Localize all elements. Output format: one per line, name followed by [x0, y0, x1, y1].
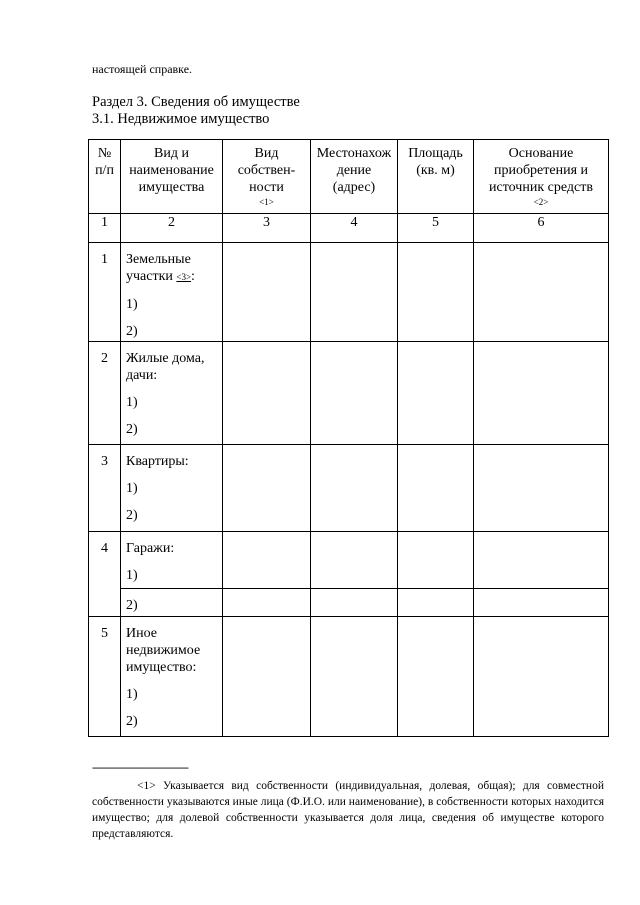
row-name: Гаражи: [126, 541, 175, 556]
row-item: 1) [126, 395, 138, 410]
empty-cell [311, 532, 398, 589]
header-line: источник средств [489, 180, 593, 195]
row-name-cell [121, 243, 223, 342]
header-line: (кв. м) [416, 163, 455, 178]
row-name: недвижимое [126, 643, 201, 658]
header-line: Местонахож [316, 146, 392, 161]
empty-cell [311, 617, 398, 737]
row-name-cell [121, 445, 223, 532]
row-item: 1) [126, 297, 138, 312]
table-row [89, 532, 609, 589]
table-body [89, 243, 609, 737]
header-cell [89, 140, 121, 214]
header-note: <2> [533, 197, 549, 207]
header-line: имущества [138, 180, 205, 195]
header-line: дение [336, 163, 372, 178]
table-row [89, 342, 609, 445]
row-item: 1) [126, 481, 138, 496]
header-line: № [97, 146, 112, 161]
column-number-row [89, 214, 609, 243]
row-number: 4 [89, 532, 121, 617]
header-line: наименование [129, 163, 214, 178]
header-cell [223, 140, 311, 214]
empty-cell [474, 589, 609, 617]
row-name-wrap [126, 453, 218, 470]
row-name-cell [121, 617, 223, 737]
row-item: 2) [126, 324, 138, 339]
subsection-title: 3.1. Недвижимое имущество [92, 111, 270, 127]
column-number-cell: 5 [398, 214, 474, 243]
header-line: Вид [254, 146, 279, 161]
row-name: Земельные [126, 252, 191, 267]
row-item: 2) [126, 714, 138, 729]
footnote-separator: -------------------------------- [92, 760, 188, 774]
empty-cell [398, 617, 474, 737]
column-number-cell: 6 [474, 214, 609, 243]
section-heading [92, 94, 300, 128]
header-line: п/п [95, 163, 114, 178]
row-number: 1 [89, 243, 121, 342]
empty-cell [311, 342, 398, 445]
empty-cell [474, 532, 609, 589]
header-line: Площадь [408, 146, 463, 161]
row-name-wrap [126, 350, 218, 384]
row-name: участки <3>: [126, 269, 195, 284]
table-row [89, 445, 609, 532]
empty-cell [311, 445, 398, 532]
row-item: 2) [126, 598, 138, 613]
row-name-cell [121, 342, 223, 445]
row-number: 2 [89, 342, 121, 445]
empty-cell [311, 589, 398, 617]
row-item: 1) [126, 568, 138, 583]
row-name-suffix: : [191, 269, 195, 284]
row-name-cell [121, 532, 223, 589]
header-line: приобретения и [493, 163, 589, 178]
empty-cell [398, 243, 474, 342]
column-number-cell: 1 [89, 214, 121, 243]
row-item: 1) [126, 687, 138, 702]
row-item: 2) [126, 422, 138, 437]
table-row [89, 589, 609, 617]
column-number-cell: 3 [223, 214, 311, 243]
column-number-cell: 4 [311, 214, 398, 243]
row-number: 3 [89, 445, 121, 532]
header-line: собствен- [237, 163, 296, 178]
row-name: Иное [126, 626, 157, 641]
empty-cell [474, 342, 609, 445]
row-name: дачи: [126, 368, 158, 383]
row-name-wrap [126, 625, 218, 676]
empty-cell [474, 243, 609, 342]
footnote-reference: <3> [176, 272, 192, 282]
table-row [89, 617, 609, 737]
header-line: (адрес) [332, 180, 376, 195]
row-name-wrap [126, 251, 218, 286]
header-line: Вид и [154, 146, 189, 161]
empty-cell [398, 342, 474, 445]
real-estate-table [88, 139, 609, 737]
empty-cell [223, 243, 311, 342]
empty-cell [474, 617, 609, 737]
empty-cell [223, 342, 311, 445]
empty-cell [223, 532, 311, 589]
empty-cell [398, 445, 474, 532]
section-title: Раздел 3. Сведения об имуществе [92, 94, 300, 110]
table-row [89, 243, 609, 342]
header-line: Основание [508, 146, 574, 161]
header-cell [398, 140, 474, 214]
header-cell [121, 140, 223, 214]
row-name: имущество: [126, 660, 197, 675]
row-item: 2) [126, 508, 138, 523]
header-row [89, 140, 609, 214]
empty-cell [223, 589, 311, 617]
header-cell [474, 140, 609, 214]
header-line: ности [249, 180, 284, 195]
empty-cell [223, 445, 311, 532]
row-name: Квартиры: [126, 454, 189, 469]
column-number-cell: 2 [121, 214, 223, 243]
header-note: <1> [259, 197, 274, 207]
footnote-text: <1> Указывается вид собственности (индивидуальная, долевая, общая); для совместной собственности указываются иные лица (Ф.И.О. или наименование), в собственности которых находится имущество; для долевой собственности указывается доля лица, сведения об имуществе которого представляются. [92, 780, 604, 840]
row-name: Жилые дома, [126, 351, 205, 366]
empty-cell [398, 589, 474, 617]
empty-cell [398, 532, 474, 589]
empty-cell [474, 445, 609, 532]
header-cell [311, 140, 398, 214]
footnote [92, 778, 604, 842]
row-name-cell [121, 589, 223, 617]
empty-cell [223, 617, 311, 737]
row-number: 5 [89, 617, 121, 737]
empty-cell [311, 243, 398, 342]
intro-text: настоящей справке. [92, 62, 193, 76]
